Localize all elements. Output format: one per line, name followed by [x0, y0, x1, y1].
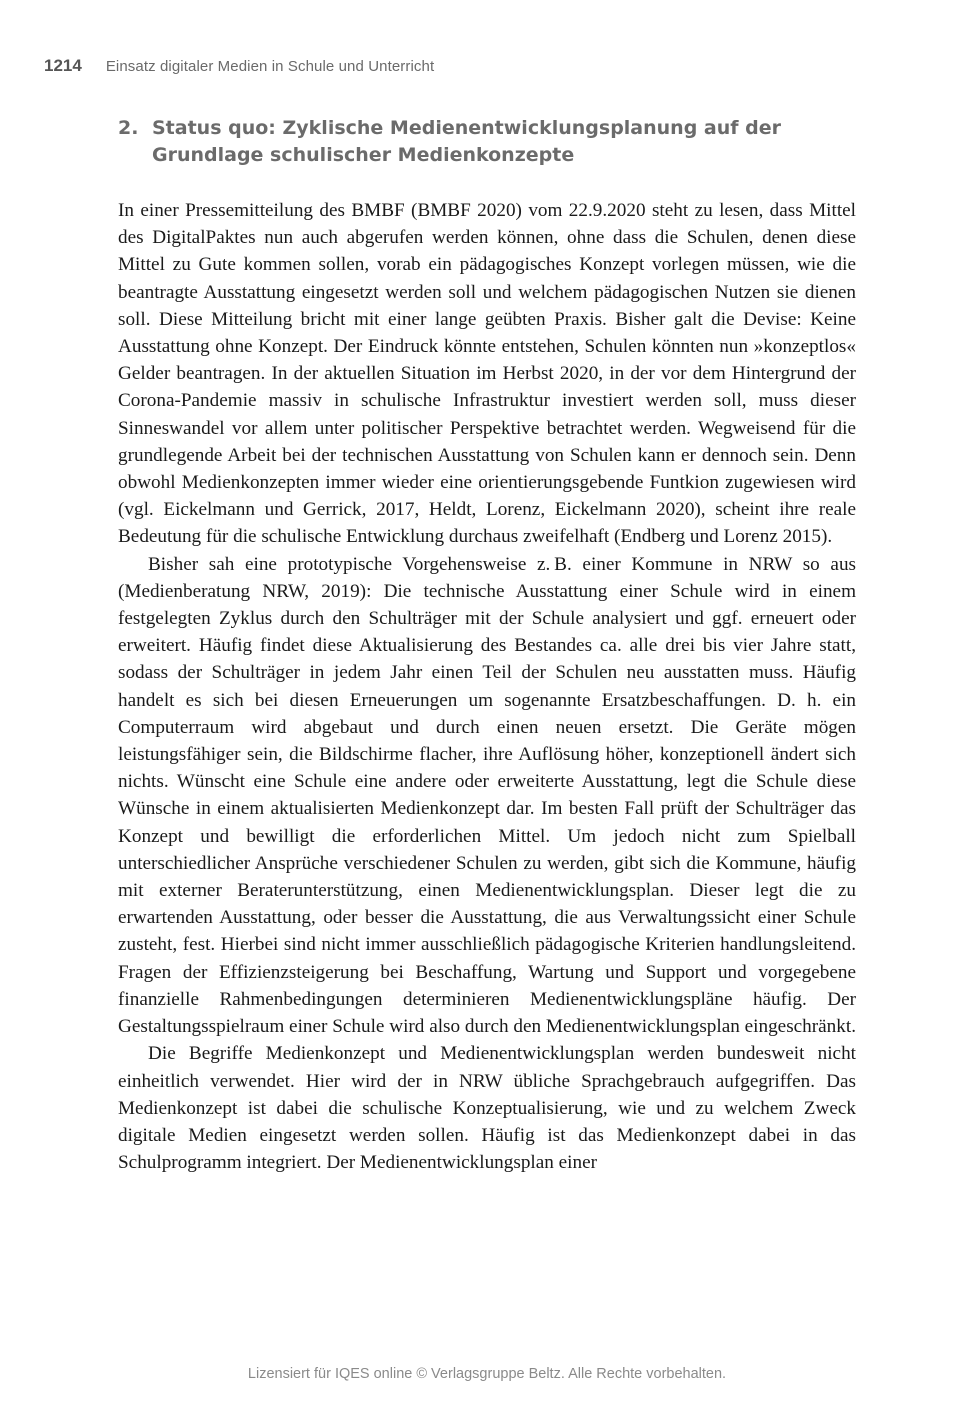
- section-heading: [118, 115, 858, 169]
- section-number: 2.: [118, 117, 139, 139]
- body-text: [118, 197, 856, 1176]
- paragraph-1: In einer Pressemitteilung des BMBF (BMBF 2020) vom 22.9.2020 steht zu lesen, dass Mittel des DigitalPaktes nun auch abgerufen werden können, ohne dass die Schulen, denen diese Mittel zu Gute kommen sollen, vorab ein pädagogisches Konzept vorlegen müssen, wie die beantragte Ausstattung eingesetzt werden soll und welchem pädagogischen Nutzen sie dienen soll. Diese Mitteilung bricht mit einer lange geübten Praxis. Bisher galt die Devise: Keine Ausstattung ohne Konzept. Der Eindruck könnte entstehen, Schulen könnten nun »konzeptlos« Gelder beantragen. In der aktuellen Situation im Herbst 2020, in der vor dem Hintergrund der Corona-Pandemie massiv in schulische Infrastruktur investiert werden soll, muss dieser Sinneswandel vor allem unter politischer Perspektive betrachtet werden. Wegweisend für die grundlegende Arbeit bei der technischen Ausstattung von Schulen kann er dennoch sein. Denn obwohl Medienkonzepten immer wieder eine orientierungsgebende Funtkion zugewiesen wird (vgl. Eickelmann und Gerrick, 2017, Heldt, Lorenz, Eickelmann 2020), scheint ihre reale Bedeutung für die schulische Entwicklung durchaus zweifelhaft (Endberg und Lorenz 2015).: [118, 200, 856, 548]
- paragraph-2: Bisher sah eine prototypische Vorgehensweise z. B. einer Kommune in NRW so aus (Medienberatung NRW, 2019): Die technische Ausstattung einer Schule wird in einem festgelegten Zyklus durch den Schulträger mit der Schule analysiert und ggf. erneuert oder erweitert. Häufig findet diese Aktualisierung des Bestandes ca. alle drei bis vier Jahre statt, sodass der Schulträger in jedem Jahr einen Teil der Schulen neu ausstatten muss. Häufig handelt es sich bei diesen Erneuerungen um sogenannte Ersatzbeschaffungen. D. h. ein Computerraum wird abgebaut und durch einen neuen ersetzt. Die Geräte mögen leistungsfähiger sein, die Bildschirme flacher, ihre Auflösung höher, konzeptionell ändert sich nichts. Wünscht eine Schule eine andere oder erweiterte Ausstattung, legt die Schule diese Wünsche in einem aktualisierten Medienkonzept dar. Im besten Fall prüft der Schulträger das Konzept und bewilligt die erforderlichen Mittel. Um jedoch nicht zum Spielball unterschiedlicher Ansprüche verschiedener Schulen zu werden, gibt sich die Kommune, häufig mit externer Beraterunterstützung, einen Medienentwicklungsplan. Dieser legt die zu erwartenden Ausstattung, oder besser die Ausstattung, die aus Verwaltungssicht einer Schule zusteht, fest. Hierbei sind nicht immer ausschließlich pädagogische Kriterien handlungsleitend. Fragen der Effizienzsteigerung bei Beschaffung, Wartung und Support und vorgegebene finanzielle Rahmenbedingungen determinieren Medienentwicklungspläne häufig. Der Gestaltungsspielraum einer Schule wird also durch den Medienentwicklungsplan eingeschränkt.: [118, 553, 856, 1038]
- license-footer: Lizensiert für IQES online © Verlagsgruppe Beltz. Alle Rechte vorbehalten.: [247, 1366, 727, 1382]
- running-title: Einsatz digitaler Medien in Schule und Unterricht: [105, 58, 435, 75]
- paragraph-3: Die Begriffe Medienkonzept und Medienentwicklungsplan werden bundesweit nicht einheitlich verwendet. Hier wird der in NRW übliche Sprachgebrauch aufgegriffen. Das Medienkonzept ist dabei die schulische Konzeptualisierung, wie und zu welchem Zweck digitale Medien eingesetzt werden sollen. Häufig ist das Medienkonzept dabei in das Schulprogramm integriert. Der Medienentwicklungsplan einer: [118, 1043, 856, 1174]
- running-header: [44, 56, 434, 80]
- section-title: Status quo: Zyklische Medienentwicklungsplanung auf der Grundlage schulischer Medienkonzepte: [152, 117, 782, 166]
- page-number: 1214: [44, 56, 82, 75]
